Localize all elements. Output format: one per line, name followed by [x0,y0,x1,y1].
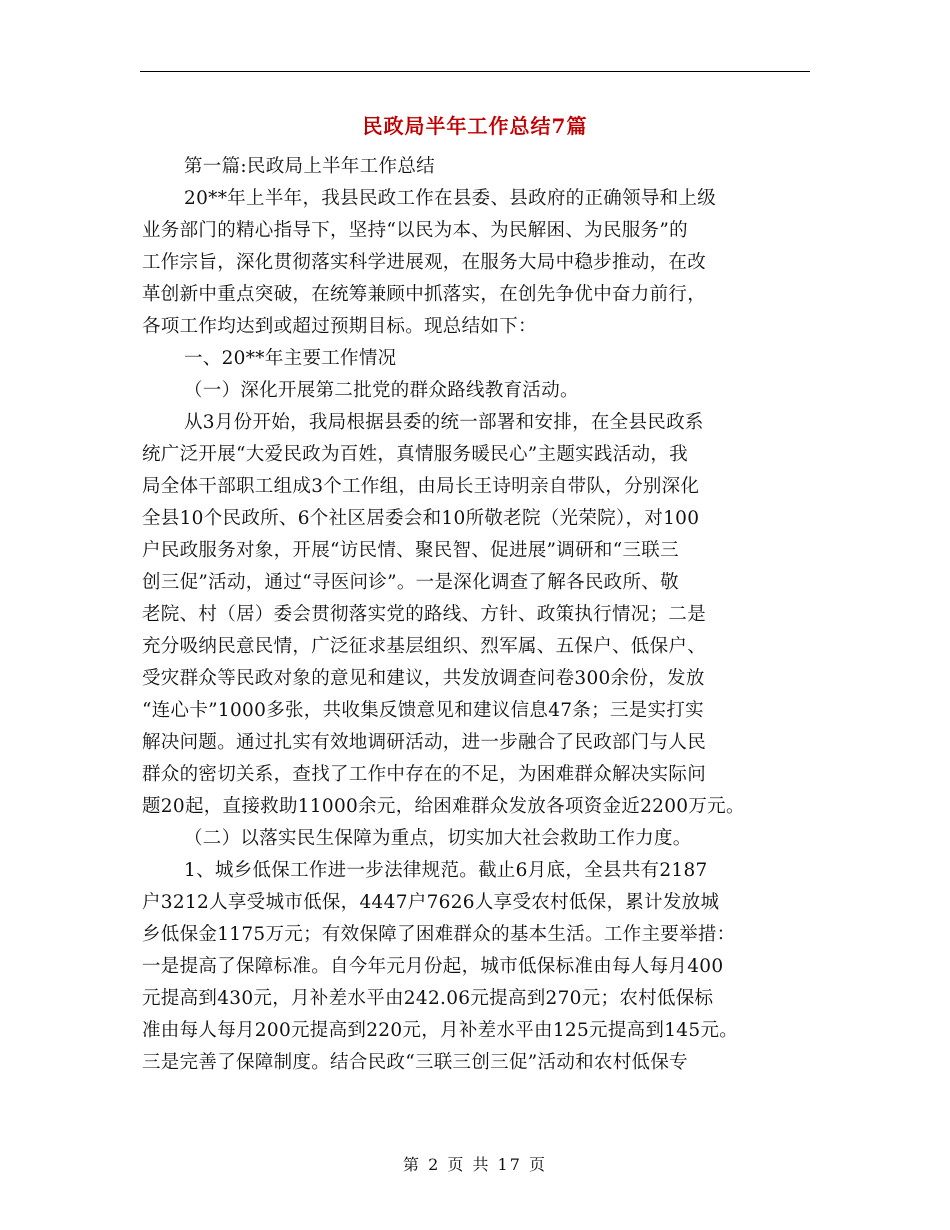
paragraph-line: 充分吸纳民意民情，广泛征求基层组织、烈军属、五保户、低保户、 [142,636,707,657]
paragraph-line: 各项工作均达到或超过预期目标。现总结如下： [142,316,537,337]
paragraph-line: 群众的密切关系，查找了工作中存在的不足，为困难群众解决实际问 [142,764,707,785]
paragraph-line: 从3月份开始，我局根据县委的统一部署和安排，在全县民政系 [184,412,704,433]
paragraph-line: 乡低保金1175万元；有效保障了困难群众的基本生活。工作主要举措： [142,924,736,945]
paragraph-line: 元提高到430元，月补差水平由242.06元提高到270元；农村低保标 [142,988,714,1009]
paragraph-line: 三是完善了保障制度。结合民政“三联三创三促”活动和农村低保专 [142,1052,688,1073]
paragraph-line: 户民政服务对象，开展“访民情、聚民智、促进展”调研和“三联三 [142,540,679,561]
paragraph-line: 局全体干部职工组成3个工作组，由局长王诗明亲自带队，分别深化 [142,476,700,497]
paragraph-line: “连心卡”1000多张，共收集反馈意见和建议信息47条；三是实打实 [142,700,704,721]
paragraph-line: 20**年上半年，我县民政工作在县委、县政府的正确领导和上级 [184,188,717,209]
paragraph-line: 准由每人每月200元提高到220元，月补差水平由125元提高到145元。 [142,1020,739,1041]
paragraph-line: 题20起，直接救助11000余元，给困难群众发放各项资金近2200万元。 [142,796,745,817]
paragraph-line: 一是提高了保障标准。自今年元月份起，城市低保标准由每人每月400 [142,956,724,977]
paragraph-line: 工作宗旨，深化贯彻落实科学进展观，在服务大局中稳步推动，在改 [142,252,707,273]
subheading-line: （一）深化开展第二批党的群众路线教育活动。 [184,380,579,401]
paragraph-line: 统广泛开展“大爱民政为百姓，真情服务暖民心”主题实践活动，我 [142,444,688,465]
paragraph-line: 全县10个民政所、6个社区居委会和10所敬老院（光荣院），对100 [142,508,700,529]
subheading-line: （二）以落实民生保障为重点，切实加大社会救助工作力度。 [184,828,692,849]
heading-line: 一、20**年主要工作情况 [184,348,397,369]
paragraph-line: 老院、村（居）委会贯彻落实党的路线、方针、政策执行情况；二是 [142,604,707,625]
paragraph-line: 受灾群众等民政对象的意见和建议，共发放调查问卷300余份，发放 [142,668,705,689]
header-rule [140,71,810,72]
paragraph-line: 1、城乡低保工作进一步法律规范。截止6月底，全县共有2187 [184,860,708,881]
paragraph-line: 业务部门的精心指导下，坚持“以民为本、为民解困、为民服务”的 [142,220,688,241]
paragraph-line: 解决问题。通过扎实有效地调研活动，进一步融合了民政部门与人民 [142,732,707,753]
paragraph-line: 革创新中重点突破，在统筹兼顾中抓落实，在创先争优中奋力前行， [142,284,707,305]
document-title: 民政局半年工作总结7篇 [362,114,588,138]
paragraph-line: 户3212人享受城市低保，4447户7626人享受农村低保，累计发放城 [142,892,720,913]
section-heading: 第一篇:民政局上半年工作总结 [184,156,435,177]
paragraph-line: 创三促”活动，通过“寻医问诊”。一是深化调查了解各民政所、敬 [142,572,679,593]
page-footer: 第 2 页 共 17 页 [403,1155,547,1174]
